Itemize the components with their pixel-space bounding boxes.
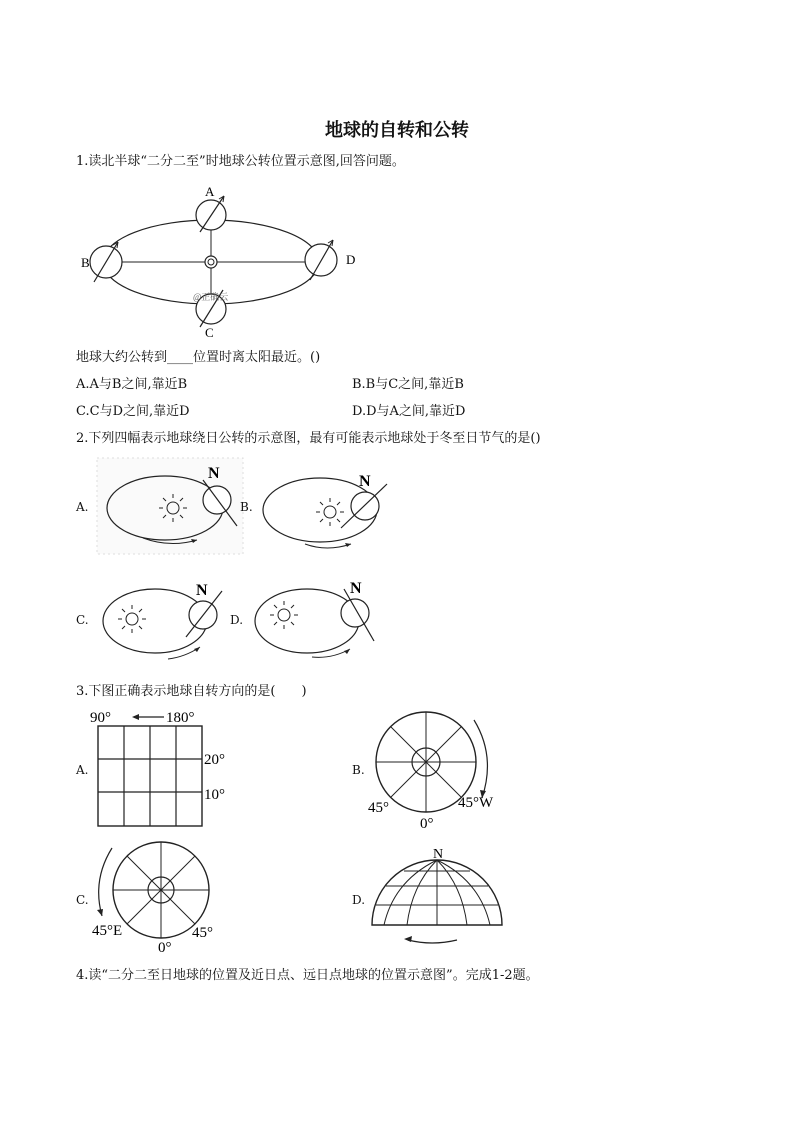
lon-right-label: 180° (166, 710, 195, 726)
rotation-arrow-icon (97, 909, 103, 916)
lon-left-label: 90° (90, 710, 111, 726)
rotation-arrow-icon (404, 936, 412, 942)
label-a: A (205, 184, 215, 199)
lat-top-label: 20° (204, 752, 225, 768)
q1-stem: 1.读北半球“二分二至”时地球公转位置示意图,回答问题。 (76, 154, 405, 169)
earth-position-b (90, 242, 122, 282)
earth-position-a (196, 196, 226, 232)
q3-option-d-label[interactable]: D. (352, 893, 366, 907)
q3-figure-b[interactable] (362, 708, 512, 833)
sun-icon (316, 498, 344, 526)
q3-figure-d[interactable] (362, 845, 512, 950)
fig-b-right-label: 45°W (458, 795, 494, 811)
north-label: N (208, 465, 220, 482)
north-label: N (359, 473, 371, 490)
q3-option-a-label[interactable]: A. (76, 763, 89, 777)
earth-icon (341, 484, 387, 528)
q2-figure-d[interactable] (252, 575, 387, 665)
fig-c-right-label: 45° (192, 925, 213, 941)
q1-option-b[interactable]: B.B与C之间,靠近B (352, 377, 464, 392)
q3-option-c-label[interactable]: C. (76, 893, 89, 907)
fig-c-left-label: 45°E (92, 923, 123, 939)
q2-option-b-label[interactable]: B. (240, 500, 253, 514)
q1-option-d[interactable]: D.D与A之间,靠近D (352, 404, 466, 419)
page-title: 地球的自转和公转 (325, 120, 469, 141)
lat-bottom-label: 10° (204, 787, 225, 803)
sun-icon (118, 605, 146, 633)
q3-option-b-label[interactable]: B. (352, 763, 365, 777)
earth-position-d (305, 240, 337, 280)
watermark: @正确云 (193, 292, 229, 302)
q3-stem: 3.下图正确表示地球自转方向的是( ) (76, 684, 307, 699)
north-label: N (350, 580, 362, 597)
q1-question: 地球大约公转到____位置时离太阳最近。() (76, 350, 321, 365)
sun-icon (205, 256, 217, 268)
q2-stem: 2.下列四幅表示地球绕日公转的示意图，最有可能表示地球处于冬至日节气的是() (76, 431, 541, 446)
q2-option-d-label[interactable]: D. (230, 613, 244, 627)
q2-option-c-label[interactable]: C. (76, 613, 89, 627)
q2-figure-b[interactable] (255, 464, 395, 559)
q3-figure-a[interactable] (88, 706, 248, 831)
arrow-left-icon (132, 714, 139, 720)
fig-b-bottom-label: 0° (420, 816, 434, 832)
label-c: C (205, 325, 214, 340)
q2-option-a-label[interactable]: A. (76, 500, 89, 514)
q4-stem: 4.读“二分二至日地球的位置及近日点、远日点地球的位置示意图”。完成1-2题。 (76, 968, 539, 983)
fig-c-bottom-label: 0° (158, 940, 172, 955)
fig-d-north-label: N (433, 847, 444, 862)
q2-figure-a[interactable] (95, 456, 245, 556)
label-b: B (81, 255, 90, 270)
fig-b-left-label: 45° (368, 800, 389, 816)
q1-orbit-figure (76, 182, 376, 342)
north-label: N (196, 582, 208, 599)
q3-figure-c[interactable] (88, 840, 228, 955)
label-d: D (346, 252, 356, 267)
q1-option-a[interactable]: A.A与B之间,靠近B (76, 377, 188, 392)
q2-figure-c[interactable] (100, 575, 230, 665)
sun-icon (270, 601, 298, 629)
q1-option-c[interactable]: C.C与D之间,靠近D (76, 404, 190, 419)
